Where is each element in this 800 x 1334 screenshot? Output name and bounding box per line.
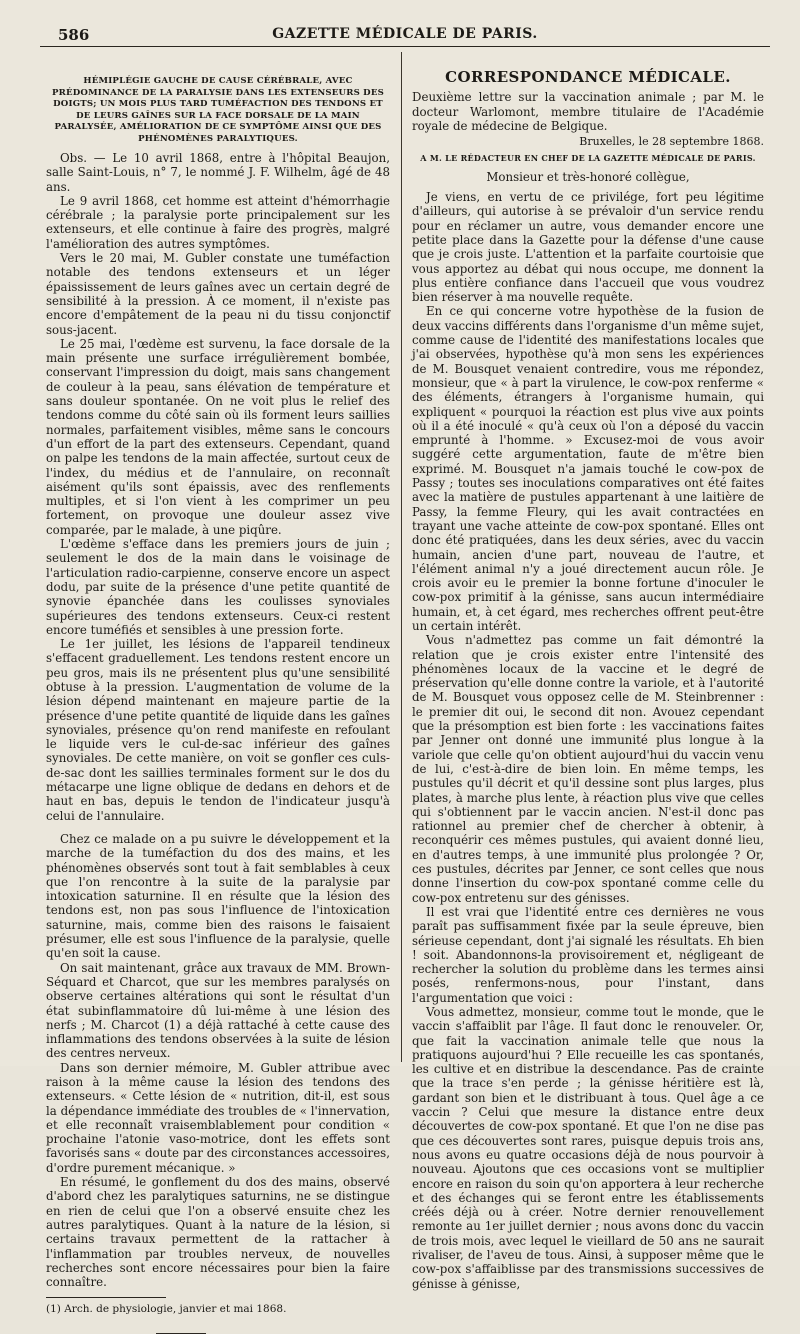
left-paragraph: Le 25 mai, l'œdème est survenu, la face dorsale de la main présente une surface irrégulièrement bombée, conservant l'impression du doigt, mais sans changement de couleur à la peau, sans élévation de température et sans douleur spontanée. On ne voit plus le relief des tendons comme du côté sain où ils forment leurs saillies normales, parfaitement visibles, même sans le concours d'un effort de la part des extenseurs. Cependant, quand on palpe les tendons de la main affectée, surtout ceux de l'index, du médius et de l'annulaire, on reconnaît aisément qu'ils sont épaissis, avec des renflements multiples, et si l'on vient à les comprimer un peu fortement, on provoque une douleur assez vive comparée, par le malade, à une piqûre. [46, 336, 390, 537]
page-number: 586 [58, 26, 90, 44]
dateline: Bruxelles, le 28 septembre 1868. [579, 135, 764, 149]
left-paragraph: En résumé, le gonflement du dos des mains, observé d'abord chez les paralytiques saturnins, ne se distingue en rien de celui que l'on a observé ensuite chez les autres paralytiques. Quant à la nature de la lésion, si certains travaux permettent de la rattacher à l'inflammation par troubles nerveux, de nouvelles recherches sont encore nécessaires pour bien la faire connaître. [46, 1175, 390, 1290]
right-column [412, 56, 764, 1291]
right-paragraph: Vous n'admettez pas comme un fait démontré la relation que je crois exister entre l'intensité des phénomènes locaux de la vaccine et le degré de préservation qu'elle donne contre la variole, et à l'autorité de M. Bousquet vous opposez celle de M. Steinbrenner : le premier dit oui, le second dit non. Avouez cependant que la présomption est bien forte : les vaccinations faites par Jenner ont donné une immunité plus longue à la variole que celle qu'on obtient aujourd'hui du vaccin venu de lui, c'est-à-dire de bien loin. En même temps, les pustules qu'il décrit et qu'il dessine sont plus larges, plus plates, à marche plus lente, à réaction plus vive que celles qui s'obtiennent par le vaccin ancien. N'est-il donc pas rationnel au premier chef de chercher à obtenir, à reconquérir ces mêmes pustules, qui avaient donné lieu, en d'autres temps, à une immunité plus prolongée ? Or, ces pustules, décrites par Jenner, ce sont celles que nous donne l'insertion du cow-pox spontané comme celle du cow-pox entretenu sur des génisses. [412, 633, 764, 905]
left-paragraph: Le 1er juillet, les lésions de l'appareil tendineux s'effacent graduellement. Les tendons restent encore un peu gros, mais ils ne présentent plus qu'une sensibilité obtuse à la pression. L'augmentation de volume de la lésion dépend maintenant en majeure partie de la présence d'une petite quantité de liquide dans les gaînes synoviales, présence qu'on rend manifeste en refoulant le liquide vers le cul-de-sac inférieur des gaînes synoviales. De cette manière, on voit se gonfler ces culs-de-sac dont les saillies terminales forment sur le dos du métacarpe une ligne oblique de dedans en dehors et de haut en bas, depuis le tendon de l'indicateur jusqu'à celui de l'annulaire. [46, 637, 390, 823]
page-header [40, 24, 770, 47]
letter-subtitle: Deuxième lettre sur la vaccination animale ; par M. le docteur Warlomont, membre titulaire de l'Académie royale de médecine de Belgique. [412, 90, 764, 133]
correspondence-title: CORRESPONDANCE MÉDICALE. [445, 68, 731, 86]
salutation: Monsieur et très-honoré collègue, [486, 169, 690, 184]
journal-title: GAZETTE MÉDICALE DE PARIS. [272, 26, 538, 42]
footnote: (1) Arch. de physiologie, janvier et mai 1868. [46, 1303, 287, 1316]
case-title: HÉMIPLÉGIE GAUCHE DE CAUSE CÉRÉBRALE, AVEC PRÉDOMINANCE DE LA PARALYSIE DANS LES EXTENSEURS DES DOIGTS; UN MOIS PLUS TARD TUMÉFACTION DES TENDONS ET DE LEURS GAÎNES SUR LA FACE DORSALE DE LA MAIN PARALYSÉE, AMÉLIORATION DE CE SYMPTÔME AINSI QUE DES PHÉNOMÈNES PARALYTIQUES. [52, 76, 384, 144]
left-paragraph: L'œdème s'efface dans les premiers jours de juin ; seulement le dos de la main dans le voisinage de l'articulation radio-carpienne, conserve encore un aspect dodu, par suite de la présence d'une petite quantité de synovie épanchée dans les coulisses synoviales supérieures des tendons extenseurs. Ceux-ci restent encore tuméfiés et sensibles à une pression forte. [46, 537, 390, 637]
left-paragraph: Dans son dernier mémoire, M. Gubler attribue avec raison à la même cause la lésion des tendons des extenseurs. « Cette lésion de « nutrition, dit-il, est sous la dépendance immédiate des troubles de « l'innervation, et elle reconnaît vraisemblablement pour condition « prochaine l'atonie vaso-motrice, dont les effets sont favorisés sans « doute par des circonstances accessoires, d'ordre purement mécanique. » [46, 1060, 390, 1175]
right-paragraph: Il est vrai que l'identité entre ces dernières ne vous paraît pas suffisamment fixée par la seule épreuve, bien sérieuse cependant, dont j'ai signalé les résultats. Eh bien ! soit. Abandonnons-la provisoirement et, négligeant de rechercher la solution du problème dans les termes ainsi posés, renfermons-nous, pour l'instant, dans l'argumentation que voici : [412, 904, 764, 1005]
left-paragraph: Vers le 20 mai, M. Gubler constate une tuméfaction notable des tendons extenseurs et un léger épaississement de leurs gaînes avec un certain degré de sensibilité à la pression. À ce moment, il n'existe pas encore d'empâtement de la peau ni du tissu conjonctif sous-jacent. [46, 251, 390, 337]
section-gap [46, 823, 390, 832]
left-column [46, 56, 390, 1316]
column-divider [401, 52, 402, 1062]
left-paragraph: On sait maintenant, grâce aux travaux de MM. Brown-Séquard et Charcot, que sur les membres paralysés on observe certaines altérations qui sont le résultat d'un état subinflammatoire dû lui-même à une lésion des nerfs ; M. Charcot (1) a déjà rattaché à cette cause des inflammations des tendons observées à la suite de lésion des centres nerveux. [46, 960, 390, 1061]
right-paragraph: En ce qui concerne votre hypothèse de la fusion de deux vaccins différents dans l'organisme d'un même sujet, comme cause de l'identité des manifestations locales que j'ai observées, hypothèse qu'à mon sens les expériences de M. Bousquet venaient contredire, vous me répondez, monsieur, que « à part la virulence, le cow-pox renferme « des éléments, étrangers à l'organisme humain, qui expliquent « pourquoi la réaction est plus vive aux points où il a été inoculé « qu'à ceux où l'on a déposé du vaccin emprunté à l'homme. » Excusez-moi de vous avoir suggéré cette argumentation, faute de m'être bien exprimé. M. Bousquet n'a jamais touché le cow-pox de Passy ; toutes ses inoculations comparatives ont été faites avec la matière de pustules appartenant à une laitière de Passy, la femme Fleury, qui les avait contractées en trayant une vache atteinte de cow-pox spontané. Elles ont donc été pratiquées, dans les deux séries, avec du vaccin humain, ancien d'une part, nouveau de l'autre, et l'élément animal n'y a joué directement aucun rôle. Je crois avoir eu le premier la bonne fortune d'inoculer le cow-pox primitif à la génisse, sans aucun intermédiaire humain, et, à cet égard, mes recherches offrent peut-être un certain intérêt. [412, 304, 764, 633]
left-paragraph: Chez ce malade on a pu suivre le développement et la marche de la tuméfaction du dos des mains, et les phénomènes observés sont tout à fait semblables à ceux que l'on rencontre à la suite de la paralysie par intoxication saturnine. Il en résulte que la lésion des tendons est, non pas sous l'influence de l'intoxication saturnine, mais, comme bien des raisons le faisaient présumer, elle est sous l'influence de la paralysie, quelle qu'en soit la cause. [46, 831, 390, 961]
footnote-rule [46, 1297, 166, 1298]
right-paragraph: Vous admettez, monsieur, comme tout le monde, que le vaccin s'affaiblit par l'âge. Il faut donc le renouveler. Or, que fait la vaccination animale telle que nous la pratiquons aujourd'hui ? Elle recueille les cas spontanés, les cultive et en distribue la descendance. Pas de crainte que la trace s'en perde ; la génisse héritière est là, gardant son bien et le distribuant à tous. Quel âge a ce vaccin ? Celui que mesure la distance entre deux découvertes de cow-pox spontané. Et que l'on ne dise pas que ces découvertes sont rares, puisque depuis trois ans, nous avons eu quatre occasions déjà de nous pourvoir à nouveau. Ajoutons que ces occasions vont se multiplier encore en raison du soin qu'on apportera à leur recherche et des échanges qui se feront entre les établissements créés déjà ou à créer. Notre dernier renouvellement remonte au 1er juillet dernier ; nous avons donc du vaccin de trois mois, avec lequel le vieillard de 50 ans ne saurait rivaliser, de l'aveu de tous. Ainsi, à supposer même que le cow-pox s'affaiblisse par des transmissions successives de génisse à génisse, [412, 1005, 764, 1291]
addressee: A M. LE RÉDACTEUR EN CHEF DE LA GAZETTE MÉDICALE DE PARIS. [420, 153, 756, 164]
right-paragraph: Je viens, en vertu de ce privilége, fort peu légitime d'ailleurs, qui autorise à se prévaloir d'un service rendu pour en réclamer un autre, vous demander encore une petite place dans la Gazette pour la défense d'une cause que je crois juste. L'attention et la parfaite courtoisie que vous apportez au débat qui nous occupe, me donnent la plus entière confiance dans l'accueil que vous voudrez bien réserver à ma nouvelle requête. [412, 190, 764, 305]
left-paragraph: Le 9 avril 1868, cet homme est atteint d'hémorrhagie cérébrale ; la paralysie porte principalement sur les extenseurs, et elle continue à faire des progrès, malgré l'amélioration des autres symptômes. [46, 193, 390, 251]
left-paragraph: Obs. — Le 10 avril 1868, entre à l'hôpital Beaujon, salle Saint-Louis, n° 7, le nommé J. F. Wilhelm, âgé de 48 ans. [46, 151, 390, 194]
